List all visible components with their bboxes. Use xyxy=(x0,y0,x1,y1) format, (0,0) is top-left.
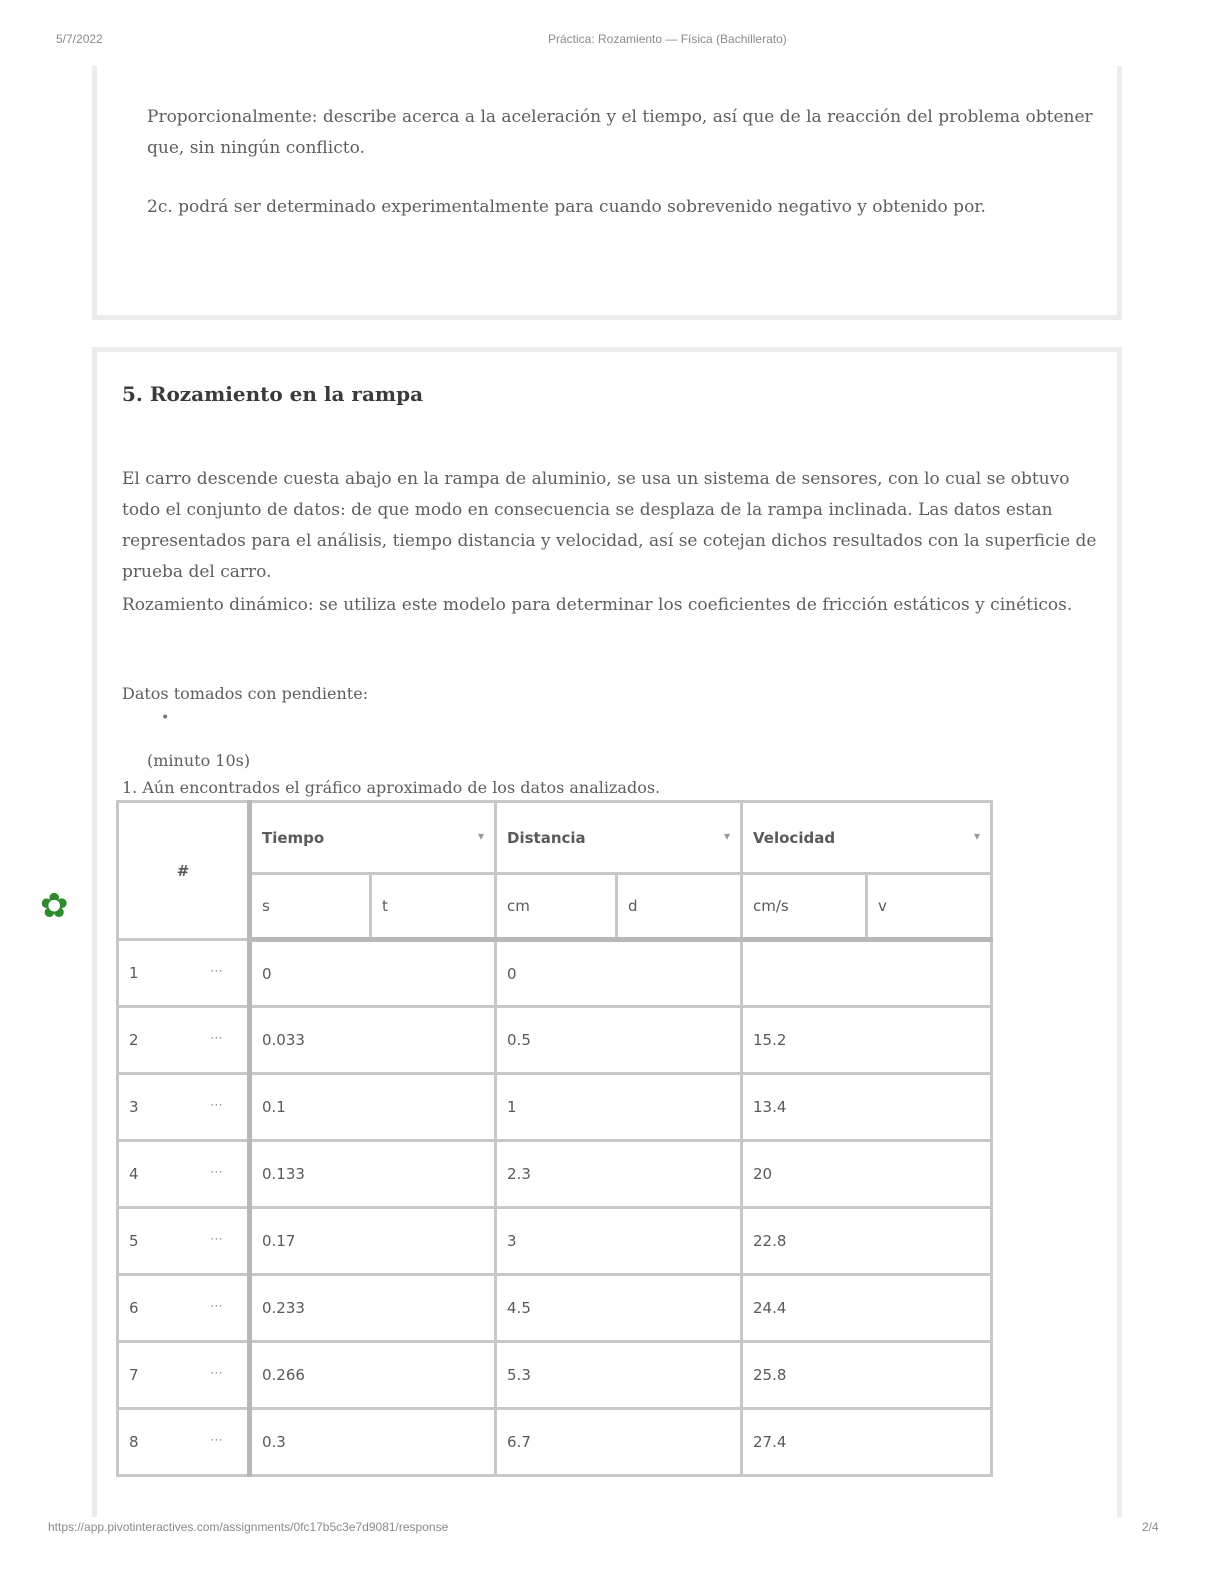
previous-question-card xyxy=(92,66,1122,320)
column-header-label: Tiempo xyxy=(262,828,325,847)
table-row xyxy=(118,1074,992,1141)
time-cell[interactable]: 0.033 xyxy=(250,1007,496,1074)
time-cell[interactable]: 0.233 xyxy=(250,1275,496,1342)
column-header-label: Velocidad xyxy=(753,828,836,847)
time-cell[interactable]: 0 xyxy=(250,940,496,1007)
time-cell[interactable]: 0.133 xyxy=(250,1141,496,1208)
velocity-cell[interactable]: 27.4 xyxy=(742,1409,992,1476)
row-number-header: # xyxy=(118,802,250,940)
print-title: Práctica: Rozamiento — Física (Bachillerato) xyxy=(548,32,787,46)
velocity-cell[interactable]: 22.8 xyxy=(742,1208,992,1275)
distance-cell[interactable]: 2.3 xyxy=(496,1141,742,1208)
velocity-cell[interactable]: 15.2 xyxy=(742,1007,992,1074)
print-url: https://app.pivotinteractives.com/assignments/0fc17b5c3e7d9081/response xyxy=(48,1520,449,1534)
row-menu-icon[interactable]: ⋯ xyxy=(210,1299,223,1314)
velocity-cell[interactable]: 25.8 xyxy=(742,1342,992,1409)
task-instruction: 1. Aún encontrados el gráfico aproximado de los datos analizados. xyxy=(122,778,661,797)
table-row xyxy=(118,1208,992,1275)
time-cell[interactable]: 0.17 xyxy=(250,1208,496,1275)
data-table xyxy=(116,800,993,1477)
chevron-down-icon[interactable]: ▾ xyxy=(723,828,731,843)
row-menu-icon[interactable]: ⋯ xyxy=(210,1366,223,1381)
table-row xyxy=(118,1275,992,1342)
table-row xyxy=(118,1342,992,1409)
variable-cell[interactable]: t xyxy=(371,874,496,940)
velocity-cell[interactable]: 13.4 xyxy=(742,1074,992,1141)
print-footer xyxy=(0,1520,1224,1540)
row-number-cell[interactable] xyxy=(118,1409,250,1476)
print-date: 5/7/2022 xyxy=(56,32,103,46)
question-paragraph-1: El carro descende cuesta abajo en la rampa de aluminio, se usa un sistema de sensores, con lo cual se obtuvo todo el conjunto de datos: de que modo en consecuencia se desplaza de la rampa inclinada. Las datos estan representados para el análisis, tiempo distancia y velocidad, así se cotejan dichos resultados con la superficie de prueba del carro. xyxy=(122,469,1097,582)
row-menu-icon[interactable]: ⋯ xyxy=(210,1165,223,1180)
print-header xyxy=(0,32,1224,52)
velocity-cell[interactable]: 24.4 xyxy=(742,1275,992,1342)
unit-cell[interactable]: cm xyxy=(496,874,617,940)
row-number: 5 xyxy=(129,1232,139,1250)
row-number: 1 xyxy=(129,964,139,982)
variable-cell[interactable]: v xyxy=(867,874,992,940)
row-menu-icon[interactable]: ⋯ xyxy=(210,1232,223,1247)
column-header-distance[interactable] xyxy=(496,802,742,874)
variable-cell[interactable]: d xyxy=(617,874,742,940)
time-cell[interactable]: 0.3 xyxy=(250,1409,496,1476)
velocity-cell[interactable]: 20 xyxy=(742,1141,992,1208)
chevron-down-icon[interactable]: ▾ xyxy=(974,828,981,843)
distance-cell[interactable]: 3 xyxy=(496,1208,742,1275)
column-header-label: Distancia xyxy=(507,828,586,847)
bullet-marker: • xyxy=(161,710,170,726)
row-number: 3 xyxy=(129,1098,139,1116)
unit-cell[interactable]: cm/s xyxy=(742,874,867,940)
row-number-cell[interactable] xyxy=(118,1141,250,1208)
row-menu-icon[interactable]: ⋯ xyxy=(210,1433,223,1448)
row-number: 7 xyxy=(129,1366,139,1384)
table-row xyxy=(118,940,992,1007)
row-number-cell[interactable] xyxy=(118,940,250,1007)
page-number: 2/4 xyxy=(1142,1520,1159,1534)
row-menu-icon[interactable]: ⋯ xyxy=(210,1031,223,1046)
previous-paragraph-2: 2c. podrá ser determinado experimentalmente para cuando sobrevenido negativo y obtenido por. xyxy=(147,197,986,217)
chevron-down-icon[interactable]: ▾ xyxy=(477,828,485,843)
velocity-cell[interactable] xyxy=(742,940,992,1007)
row-number: 8 xyxy=(129,1433,139,1451)
distance-cell[interactable]: 1 xyxy=(496,1074,742,1141)
distance-cell[interactable]: 6.7 xyxy=(496,1409,742,1476)
row-number-cell[interactable] xyxy=(118,1074,250,1141)
table-row xyxy=(118,1409,992,1476)
data-intro-text: Datos tomados con pendiente: xyxy=(122,684,369,703)
question-heading: 5. Rozamiento en la rampa xyxy=(122,382,424,406)
row-number-cell[interactable] xyxy=(118,1342,250,1409)
row-number: 4 xyxy=(129,1165,139,1183)
time-cell[interactable]: 0.266 xyxy=(250,1342,496,1409)
side-logo-icon: ✿ xyxy=(40,886,69,926)
row-number-cell[interactable] xyxy=(118,1275,250,1342)
previous-paragraph-1: Proporcionalmente: describe acerca a la aceleración y el tiempo, así que de la reacción del problema obtener que, sin ningún conflicto. xyxy=(147,107,1093,158)
data-note-text[interactable]: (minuto 10s) xyxy=(147,751,251,770)
row-number-cell[interactable] xyxy=(118,1208,250,1275)
column-header-time[interactable] xyxy=(250,802,496,874)
distance-cell[interactable]: 0.5 xyxy=(496,1007,742,1074)
row-menu-icon[interactable]: ⋯ xyxy=(210,964,223,979)
table-row xyxy=(118,1007,992,1074)
row-number: 2 xyxy=(129,1031,139,1049)
row-number-cell[interactable] xyxy=(118,1007,250,1074)
column-header-velocity[interactable] xyxy=(742,802,992,874)
distance-cell[interactable]: 0 xyxy=(496,940,742,1007)
unit-cell[interactable]: s xyxy=(250,874,371,940)
distance-cell[interactable]: 5.3 xyxy=(496,1342,742,1409)
question-paragraph-2: Rozamiento dinámico: se utiliza este modelo para determinar los coeficientes de fricción estáticos y cinéticos. xyxy=(122,595,1073,615)
time-cell[interactable]: 0.1 xyxy=(250,1074,496,1141)
row-number: 6 xyxy=(129,1299,139,1317)
row-menu-icon[interactable]: ⋯ xyxy=(210,1098,223,1113)
distance-cell[interactable]: 4.5 xyxy=(496,1275,742,1342)
table-row xyxy=(118,1141,992,1208)
